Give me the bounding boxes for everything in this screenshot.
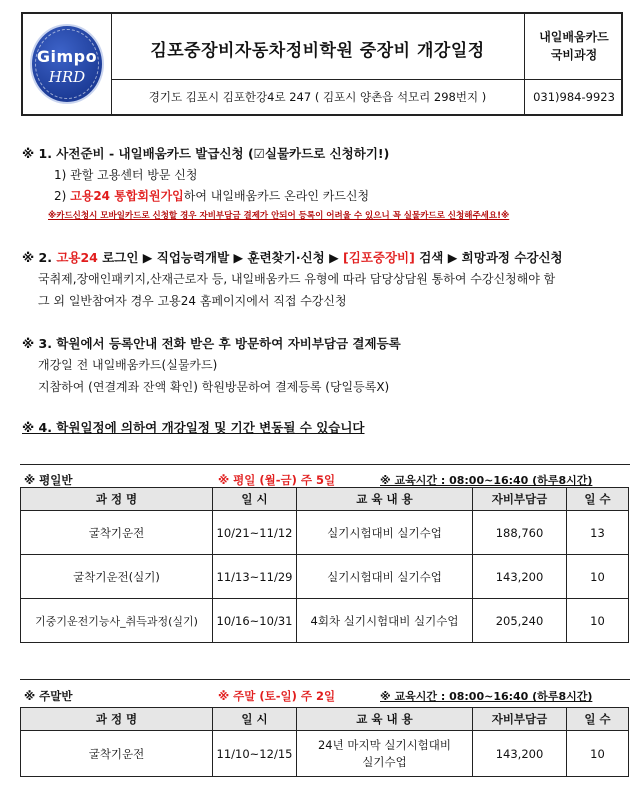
weekend-hours: ※ 교육시간 : 08:00~16:40 (하루8시간) <box>380 690 593 703</box>
course-content-line1: 24년 마지막 실기시험대비 <box>317 737 452 752</box>
header-box <box>21 12 623 116</box>
table-row <box>21 555 629 599</box>
logo-text-hrd: HRD <box>48 68 86 86</box>
weekday-days: ※ 평일 (월-금) 주 5일 <box>218 473 336 487</box>
title-cell <box>111 14 525 80</box>
table-row <box>21 731 629 777</box>
course-days: 10 <box>567 731 629 777</box>
course-content: 실기시험대비 실기수업 <box>297 511 473 555</box>
course-days: 13 <box>567 511 629 555</box>
weekend-table <box>20 707 629 777</box>
step2-line2: 그 외 일반참여자 경우 고용24 홈페이지에서 직접 수강신청 <box>38 294 347 308</box>
step2-prefix: ※ 2. <box>22 250 57 265</box>
course-days: 10 <box>567 555 629 599</box>
course-fee: 143,200 <box>473 731 567 777</box>
course-fee: 143,200 <box>473 555 567 599</box>
col-content: 교 육 내 용 <box>297 488 473 511</box>
step4-heading: ※ 4. 학원일정에 의하여 개강일정 및 기간 변동될 수 있습니다 <box>22 420 365 435</box>
table-row <box>21 511 629 555</box>
course-content: 실기시험대비 실기수업 <box>297 555 473 599</box>
course-name: 굴착기운전 <box>21 731 213 777</box>
logo-cell <box>23 14 112 114</box>
step1-item2-prefix: 2) <box>54 189 71 203</box>
col-fee: 자비부담금 <box>473 488 567 511</box>
weekend-label: ※ 주말반 <box>24 689 73 703</box>
step1-item1: 1) 관할 고용센터 방문 신청 <box>54 168 198 182</box>
step1-item2 <box>54 187 369 204</box>
weekday-label: ※ 평일반 <box>24 473 73 487</box>
course-type-cell <box>525 14 623 80</box>
weekday-divider <box>20 464 630 465</box>
step3-line1: 개강일 전 내일배움카드(실물카드) <box>38 358 218 372</box>
course-period: 10/21~11/12 <box>213 511 297 555</box>
course-content <box>297 731 473 777</box>
col-days: 일 수 <box>567 488 629 511</box>
page-title: 김포중장비자동차정비학원 중장비 개강일정 <box>150 41 485 61</box>
course-name: 굴착기운전 <box>21 511 213 555</box>
col-course-name: 과 정 명 <box>21 708 213 731</box>
course-content-line2: 실기수업 <box>362 754 407 769</box>
step2-path: 로그인 ▶ 직업능력개발 ▶ 훈련찾기·신청 ▶ <box>97 250 344 265</box>
course-name: 기중기운전기능사_취득과정(실기) <box>21 599 213 643</box>
step3-line2: 지참하여 (연결계좌 잔액 확인) 학원방문하여 결제등록 (당일등록X) <box>38 380 390 394</box>
course-period: 11/13~11/29 <box>213 555 297 599</box>
course-type-line1: 내일배움카드 <box>539 30 609 44</box>
col-period: 일 시 <box>213 488 297 511</box>
col-period: 일 시 <box>213 708 297 731</box>
col-days: 일 수 <box>567 708 629 731</box>
weekend-days: ※ 주말 (토-일) 주 2일 <box>218 689 336 703</box>
step2-goyong24: 고용24 <box>56 250 98 265</box>
logo-text-gimpo: Gimpo <box>36 47 98 66</box>
step1-note: ※카드신청시 모바일카드로 신청할 경우 자비부담금 결제가 안되어 등록이 어려울 수 있으니 꼭 실물카드로 신청해주세요!※ <box>48 211 510 221</box>
course-period: 10/16~10/31 <box>213 599 297 643</box>
table-row <box>21 599 629 643</box>
step2-academy-name: [김포중장비] <box>343 250 415 265</box>
weekday-hours: ※ 교육시간 : 08:00~16:40 (하루8시간) <box>380 474 593 487</box>
course-type-line2: 국비과정 <box>550 48 598 62</box>
step2-suffix: 검색 ▶ 희망과정 수강신청 <box>414 250 563 265</box>
step1-item2-suffix: 하여 내일배움카드 온라인 카드신청 <box>183 189 370 203</box>
gimpo-hrd-logo <box>30 24 104 104</box>
course-days: 10 <box>567 599 629 643</box>
step1-heading: ※ 1. 사전준비 - 내일배움카드 발급신청 (☑실물카드로 신청하기!) <box>22 146 390 161</box>
phone-number: 031)984-9923 <box>533 90 615 104</box>
weekend-divider <box>20 679 630 680</box>
step2-line1: 국취제,장애인패키지,산재근로자 등, 내일배움카드 유형에 따라 담당상담원 통하여 수강신청해야 함 <box>38 272 556 286</box>
address: 경기도 김포시 김포한강4로 247 ( 김포시 양촌읍 석모리 298번지 ) <box>111 80 525 114</box>
course-fee: 188,760 <box>473 511 567 555</box>
step3-heading: ※ 3. 학원에서 등록안내 전화 받은 후 방문하여 자비부담금 결제등록 <box>22 336 401 351</box>
step1-item2-highlight: 고용24 통합회원가입 <box>70 189 184 203</box>
step2-heading <box>22 248 563 266</box>
col-content: 교 육 내 용 <box>297 708 473 731</box>
weekday-header-row <box>21 488 629 511</box>
course-period: 11/10~12/15 <box>213 731 297 777</box>
course-content: 4회차 실기시험대비 실기수업 <box>297 599 473 643</box>
course-name: 굴착기운전(실기) <box>21 555 213 599</box>
course-fee: 205,240 <box>473 599 567 643</box>
weekday-table <box>20 487 629 643</box>
col-course-name: 과 정 명 <box>21 488 213 511</box>
col-fee: 자비부담금 <box>473 708 567 731</box>
weekend-header-row <box>21 708 629 731</box>
